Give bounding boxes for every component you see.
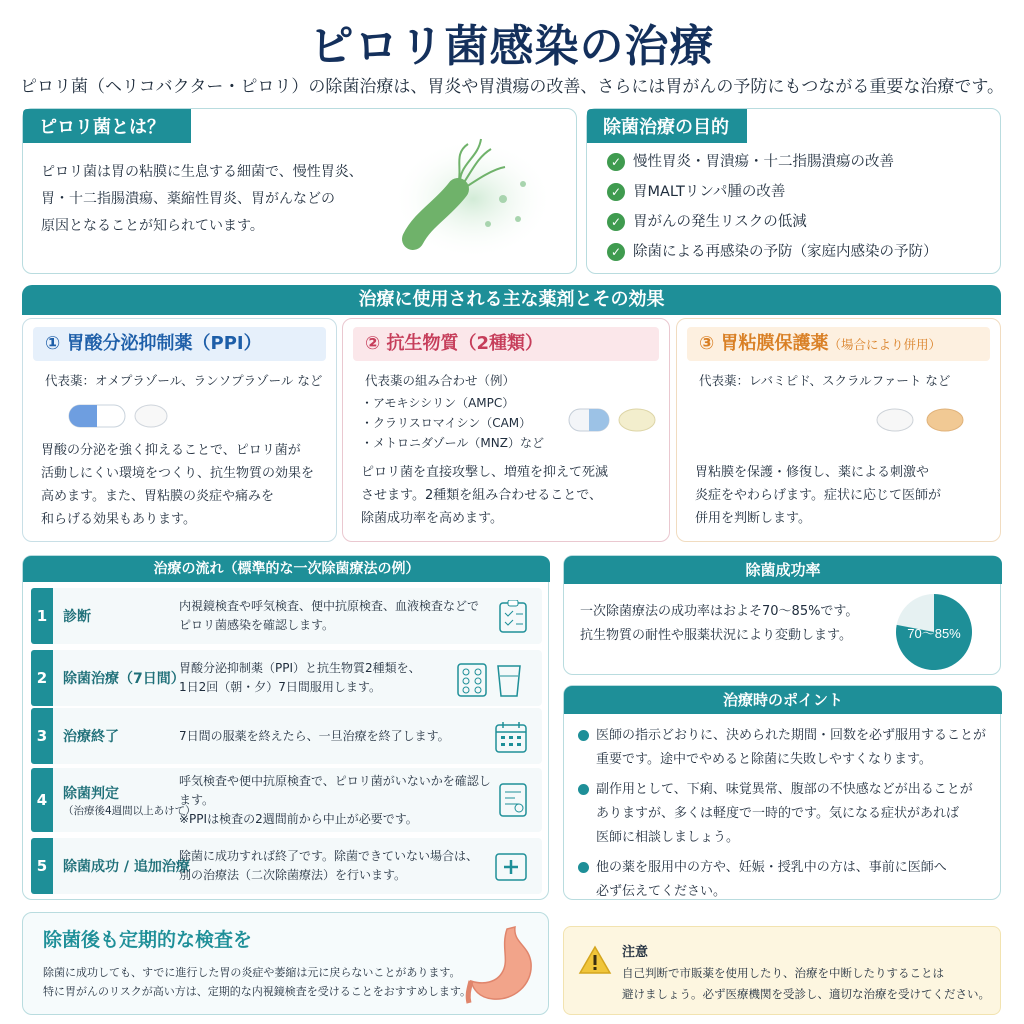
point-line: 医師に相談しましょう。 bbox=[596, 830, 740, 845]
caution-text bbox=[622, 963, 992, 1005]
flow-step bbox=[31, 708, 542, 764]
stomach-icon bbox=[463, 923, 543, 1007]
step-text-line: 呼気検査や便中抗原検査で、ピロリ菌がいないかを確認します。 bbox=[179, 773, 491, 807]
check-icon: ✓ bbox=[607, 213, 625, 231]
step-text-line: 内視鏡検査や呼気検査、便中抗原検査、血液検査などで bbox=[179, 599, 480, 613]
clipboard-icon bbox=[498, 600, 528, 634]
page-title: ピロリ菌感染の治療 bbox=[309, 21, 715, 72]
ppi-desc-line: 和らげる効果もあります。 bbox=[41, 512, 196, 527]
after-line: 特に胃がんのリスクが高い方は、定期的な内視鏡検査を受けることをおすすめします。 bbox=[43, 985, 472, 998]
step-name-label: 除菌成功 / 追加治療 bbox=[63, 859, 190, 875]
goal-item bbox=[607, 177, 938, 207]
antibiotic-item: ・メトロニダゾール（MNZ）など bbox=[361, 436, 544, 450]
step-text-line: 1日2回（朝・夕）7日間服用します。 bbox=[179, 680, 381, 694]
medical-folder-icon bbox=[494, 850, 528, 882]
point-line: ありますが、多くは軽度で一時的です。気になる症状があれば bbox=[596, 806, 959, 821]
goal-item-label: 除菌による再感染の予防（家庭内感染の予防） bbox=[633, 244, 938, 260]
points-card bbox=[563, 685, 1001, 900]
protect-desc bbox=[695, 461, 941, 530]
point-line: 副作用として、下痢、味覚異常、腹部の不快感などが出ることが bbox=[596, 782, 973, 797]
about-line: ピロリ菌は胃の粘膜に生息する細菌で、慢性胃炎、 bbox=[41, 164, 363, 180]
capsule-icon bbox=[67, 399, 177, 433]
bullet-icon bbox=[578, 862, 589, 873]
point-line: 必ず伝えてください。 bbox=[596, 884, 727, 899]
about-line: 原因となることが知られています。 bbox=[41, 218, 264, 234]
point-item bbox=[578, 778, 996, 850]
goal-item bbox=[607, 207, 938, 237]
step-text-line: 胃酸分泌抑制薬（PPI）と抗生物質2種類を、 bbox=[179, 661, 421, 675]
protect-note: （場合により併用） bbox=[828, 337, 942, 352]
flow-card bbox=[22, 555, 549, 900]
rate-heading: 除菌成功率 bbox=[564, 556, 1002, 584]
step-text-line: ピロリ菌感染を確認します。 bbox=[179, 618, 335, 632]
about-heading: ピロリ菌とは？ bbox=[23, 109, 191, 143]
after-line: 除菌に成功しても、すでに進行した胃の炎症や萎縮は元に戻らないことがあります。 bbox=[43, 966, 461, 979]
ppi-title: ① 胃酸分泌抑制薬（PPI） bbox=[33, 327, 326, 361]
protect-card bbox=[676, 318, 1001, 542]
protect-title-row bbox=[687, 327, 990, 361]
page-subtitle: ピロリ菌（ヘリコバクター・ピロリ）の除菌治療は、胃炎や胃潰瘍の改善、さらには胃がんの予防にもつながる重要な治療です。 bbox=[20, 77, 1004, 97]
ppi-desc bbox=[41, 439, 314, 531]
step-text bbox=[179, 838, 489, 894]
step-text-line: ※PPIは検査の2週間前から中止が必要です。 bbox=[179, 811, 418, 826]
bullet-icon bbox=[578, 730, 589, 741]
goal-item-label: 胃がんの発生リスクの低減 bbox=[633, 214, 807, 230]
protect-rep: 代表薬：レバミピド、スクラルファート など bbox=[699, 373, 951, 388]
pills-and-water-icon bbox=[456, 662, 526, 698]
about-text bbox=[41, 159, 381, 240]
goal-item bbox=[607, 237, 938, 267]
step-name bbox=[63, 650, 185, 706]
step-name-label: 除菌治療（7日間） bbox=[63, 671, 185, 687]
protect-desc-line: 炎症をやわらげます。症状に応じて医師が bbox=[695, 488, 941, 503]
tablet-icon bbox=[873, 405, 973, 437]
antibiotic-item: ・クラリスロマイシン（CAM） bbox=[361, 416, 532, 430]
flow-step bbox=[31, 588, 542, 644]
protect-desc-line: 胃粘膜を保護・修復し、薬による刺激や bbox=[695, 465, 930, 480]
rate-line: 一次除菌療法の成功率はおよそ70〜85%です。 bbox=[580, 604, 859, 619]
points-list bbox=[578, 724, 996, 910]
caution-heading: 注意 bbox=[622, 945, 649, 960]
rate-text bbox=[580, 600, 858, 648]
caution-line: 自己判断で市販薬を使用したり、治療を中断したりすることは bbox=[622, 966, 944, 980]
antibiotic-item: ・アモキシシリン（AMPC） bbox=[361, 396, 515, 410]
step-name bbox=[63, 768, 196, 832]
tablet-icon bbox=[565, 405, 665, 437]
goal-list bbox=[607, 147, 938, 267]
step-name-label: 治療終了 bbox=[63, 729, 119, 745]
antibiotic-desc bbox=[361, 461, 608, 530]
after-text bbox=[43, 963, 483, 1001]
goal-item-label: 慢性胃炎・胃潰瘍・十二指腸潰瘍の改善 bbox=[633, 154, 894, 170]
point-item bbox=[578, 856, 996, 904]
step-sub: （治療後4週間以上あけて） bbox=[63, 804, 196, 817]
step-name-label: 除菌判定 bbox=[63, 785, 119, 802]
point-line: 他の薬を服用中の方や、妊娠・授乳中の方は、事前に医師へ bbox=[596, 860, 947, 875]
step-text-line: 除菌に成功すれば終了です。除菌できていない場合は、 bbox=[179, 849, 479, 863]
antibiotic-list bbox=[361, 393, 544, 453]
step-name bbox=[63, 588, 91, 644]
step-text bbox=[179, 768, 499, 832]
ppi-desc-line: 活動しにくい環境をつくり、抗生物質の効果を bbox=[41, 466, 315, 481]
protect-title: ③ 胃粘膜保護薬 bbox=[699, 333, 829, 354]
success-rate-pie bbox=[894, 592, 974, 672]
check-icon: ✓ bbox=[607, 153, 625, 171]
protect-desc-line: 併用を判断します。 bbox=[695, 511, 811, 526]
point-line: 医師の指示どおりに、決められた期間・回数を必ず服用することが bbox=[596, 728, 987, 743]
flow-step bbox=[31, 838, 542, 894]
bullet-icon bbox=[578, 784, 589, 795]
step-number: 4 bbox=[31, 768, 53, 832]
goal-card bbox=[586, 108, 1001, 274]
points-heading: 治療時のポイント bbox=[564, 686, 1002, 714]
antibiotic-card bbox=[342, 318, 670, 542]
antibiotic-desc-line: させます。2種類を組み合わせることで、 bbox=[361, 488, 602, 503]
test-report-icon bbox=[498, 782, 528, 818]
about-card bbox=[22, 108, 577, 274]
goal-heading: 除菌治療の目的 bbox=[587, 109, 747, 143]
flow-step bbox=[31, 768, 542, 832]
step-name bbox=[63, 708, 119, 764]
rate-label: 70〜85% bbox=[907, 626, 961, 641]
rate-card bbox=[563, 555, 1001, 675]
ppi-desc-line: 胃酸の分泌を強く抑えることで、ピロリ菌が bbox=[41, 443, 301, 458]
calendar-icon bbox=[494, 720, 528, 754]
step-number: 2 bbox=[31, 650, 53, 706]
step-text bbox=[179, 650, 489, 706]
ppi-card bbox=[22, 318, 337, 542]
step-text-line: 7日間の服薬を終えたら、一旦治療を終了します。 bbox=[179, 728, 450, 743]
step-number: 3 bbox=[31, 708, 53, 764]
step-name-label: 診断 bbox=[63, 609, 91, 625]
drugs-heading: 治療に使用される主な薬剤とその効果 bbox=[22, 285, 1001, 315]
goal-item bbox=[607, 147, 938, 177]
bacteria-icon bbox=[383, 129, 553, 259]
step-text bbox=[179, 588, 489, 644]
warning-icon bbox=[578, 945, 612, 975]
antibiotic-title: ② 抗生物質（2種類） bbox=[353, 327, 659, 361]
antibiotic-rep: 代表薬の組み合わせ（例） bbox=[365, 373, 516, 388]
step-text-line: 別の治療法（二次除菌療法）を行います。 bbox=[179, 868, 407, 882]
step-number: 1 bbox=[31, 588, 53, 644]
ppi-rep: 代表薬：オメプラゾール、ランソプラゾール など bbox=[45, 373, 323, 388]
about-line: 胃・十二指腸潰瘍、薬縮性胃炎、胃がんなどの bbox=[41, 191, 335, 207]
goal-item-label: 胃MALTリンパ腫の改善 bbox=[633, 184, 786, 200]
rate-line: 抗生物質の耐性や服薬状況により変動します。 bbox=[580, 628, 852, 643]
point-item bbox=[578, 724, 996, 772]
antibiotic-desc-line: ピロリ菌を直接攻撃し、増殖を抑えて死滅 bbox=[361, 465, 609, 480]
check-icon: ✓ bbox=[607, 183, 625, 201]
after-card bbox=[22, 912, 549, 1015]
flow-step bbox=[31, 650, 542, 706]
check-icon: ✓ bbox=[607, 243, 625, 261]
step-text bbox=[179, 708, 489, 764]
flow-heading: 治療の流れ（標準的な一次除菌療法の例） bbox=[23, 556, 550, 582]
caution-box bbox=[563, 926, 1001, 1015]
ppi-desc-line: 高めます。また、胃粘膜の炎症や痛みを bbox=[41, 489, 274, 504]
caution-line: 避けましょう。必ず医療機関を受診し、適切な治療を受けてください。 bbox=[622, 987, 990, 1001]
step-number: 5 bbox=[31, 838, 53, 894]
step-name bbox=[63, 838, 190, 894]
antibiotic-desc-line: 除菌成功率を高めます。 bbox=[361, 511, 503, 526]
after-heading: 除菌後も定期的な検査を bbox=[43, 929, 253, 951]
point-line: 重要です。途中でやめると除菌に失敗しやすくなります。 bbox=[596, 752, 932, 767]
